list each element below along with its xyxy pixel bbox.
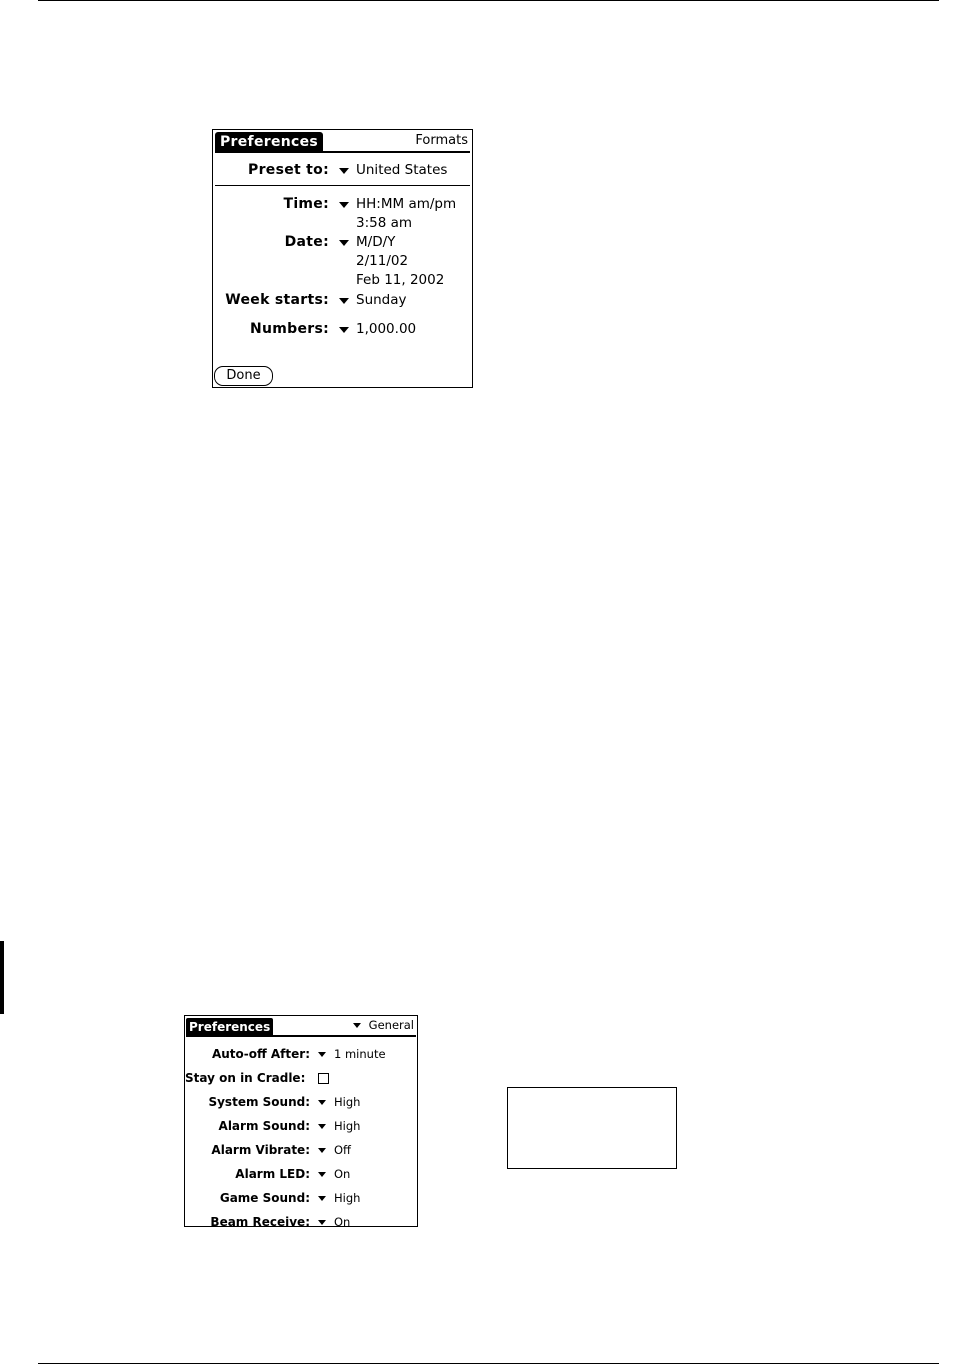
preset-label: Preset to: — [248, 162, 329, 178]
separator — [215, 185, 470, 186]
numbers-dropdown-icon[interactable] — [339, 327, 349, 333]
auto-off-label: Auto-off After: — [211, 1047, 310, 1061]
system-sound-label: System Sound: — [208, 1095, 310, 1109]
alarm-vibrate-dropdown-icon[interactable] — [318, 1148, 326, 1153]
auto-off-dropdown-icon[interactable] — [318, 1052, 326, 1057]
time-format-value[interactable]: HH:MM am/pm — [356, 196, 457, 212]
alarm-sound-label: Alarm Sound: — [218, 1119, 310, 1133]
alarm-vibrate-label: Alarm Vibrate: — [211, 1143, 310, 1157]
panel-name[interactable]: General — [368, 1018, 414, 1032]
beam-receive-label: Beam Receive: — [210, 1215, 310, 1227]
alarm-led-label: Alarm LED: — [235, 1167, 310, 1181]
auto-off-value[interactable]: 1 minute — [334, 1047, 386, 1061]
game-sound-value[interactable]: High — [334, 1191, 361, 1205]
alarm-sound-value[interactable]: High — [334, 1119, 361, 1133]
time-example: 3:58 am — [356, 215, 413, 231]
alarm-sound-dropdown-icon[interactable] — [318, 1124, 326, 1129]
alarm-led-value[interactable]: On — [334, 1167, 351, 1181]
date-example-long: Feb 11, 2002 — [356, 272, 445, 288]
app-title: Preferences — [215, 132, 323, 151]
alarm-led-dropdown-icon[interactable] — [318, 1172, 326, 1177]
stay-on-cradle-label: Stay on in Cradle: — [185, 1071, 306, 1085]
date-label: Date: — [284, 234, 329, 250]
time-dropdown-icon[interactable] — [339, 202, 349, 208]
numbers-value[interactable]: 1,000.00 — [356, 321, 417, 337]
week-starts-value[interactable]: Sunday — [356, 292, 407, 308]
stay-on-cradle-checkbox[interactable] — [318, 1073, 329, 1084]
title-underline — [186, 1035, 416, 1037]
page-top-rule — [38, 0, 939, 1]
game-sound-label: Game Sound: — [219, 1191, 310, 1205]
week-starts-dropdown-icon[interactable] — [339, 298, 349, 304]
beam-receive-dropdown-icon[interactable] — [318, 1220, 326, 1225]
time-label: Time: — [283, 196, 329, 212]
formats-preferences-screen — [212, 129, 473, 388]
preset-value[interactable]: United States — [356, 162, 448, 178]
system-sound-dropdown-icon[interactable] — [318, 1100, 326, 1105]
panel-dropdown-icon[interactable] — [353, 1023, 361, 1028]
week-starts-label: Week starts: — [225, 292, 329, 308]
numbers-label: Numbers: — [249, 321, 329, 337]
page-bottom-rule — [38, 1363, 939, 1364]
title-bar — [213, 130, 472, 152]
done-button[interactable]: Done — [214, 366, 273, 386]
title-underline — [215, 151, 470, 153]
blank-placeholder-box — [507, 1087, 677, 1169]
general-preferences-screen — [184, 1015, 418, 1227]
preset-dropdown-icon[interactable] — [339, 168, 349, 174]
date-format-value[interactable]: M/D/Y — [356, 234, 396, 250]
panel-name[interactable]: Formats — [415, 133, 468, 148]
date-example-short: 2/11/02 — [356, 253, 409, 269]
system-sound-value[interactable]: High — [334, 1095, 361, 1109]
date-dropdown-icon[interactable] — [339, 240, 349, 246]
margin-change-bar — [0, 941, 4, 1014]
game-sound-dropdown-icon[interactable] — [318, 1196, 326, 1201]
app-title: Preferences — [186, 1018, 273, 1035]
alarm-vibrate-value[interactable]: Off — [334, 1143, 351, 1157]
beam-receive-value[interactable]: On — [334, 1215, 351, 1227]
